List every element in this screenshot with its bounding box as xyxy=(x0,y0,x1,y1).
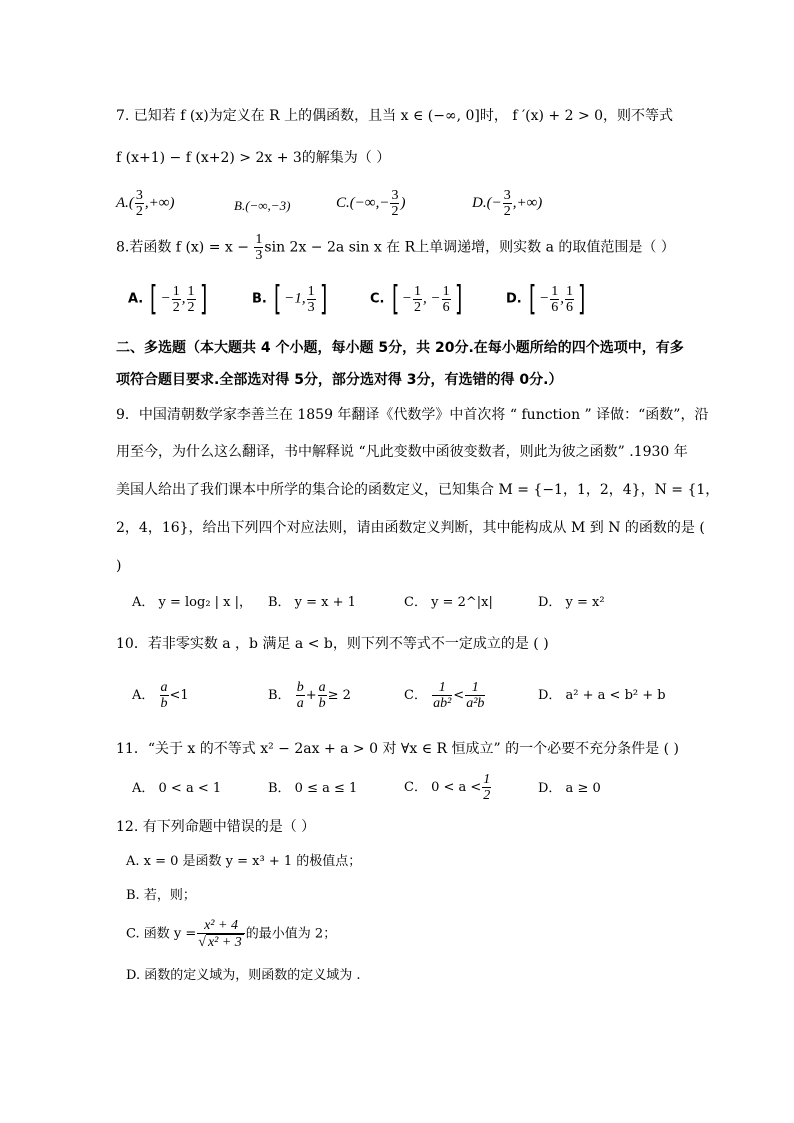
q12-stem: 12. 有下列命题中错误的是（ ） xyxy=(116,819,316,835)
q12-option-c: C. 函数 y = $\frac{\text{x² + 4}}{\text{√ x² + 3}}$ 的最小值为 2； xyxy=(126,918,337,950)
q7-option-c: C.(−∞,− $\frac{3}{2}$ ) xyxy=(336,188,406,219)
q9-option-d: D． y = x² xyxy=(538,595,605,610)
q9-line3: 美国人给出了我们课本中所学的集合论的函数定义，已知集合 M = {−1，1，2，4}，N = {1， xyxy=(116,482,720,498)
q12-option-a: A. x = 0 是函数 y = x³ + 1 的极值点； xyxy=(126,854,362,869)
section2-heading-line2: 项符合题目要求.全部选对得 5分，部分选对得 3分，有选错的得 0分.） xyxy=(116,372,563,388)
q10-option-d: D． a² + a < b² + b xyxy=(538,688,666,703)
q9-line5: ) xyxy=(116,558,122,574)
q7-option-a: A.( $\frac{3}{2}$ ,+∞) xyxy=(116,188,175,219)
q8-option-d: D. [ − $\frac{1}{6}$ , $\frac{1}{6}$ ] xyxy=(506,279,586,319)
q8-option-a: A. [ − $\frac{1}{2}$ , $\frac{1}{2}$ ] xyxy=(128,279,207,319)
q9-line2: 用至今，为什么这么翻译，书中解释说 “凡此变数中函彼变数者，则此为彼之函数” .1930 年 xyxy=(116,444,688,460)
q11-option-d: D． a ≥ 0 xyxy=(538,781,601,796)
q8-stem: 8.若函数 f (x) = x − $\frac{1}{3}$ sin 2x − 2a sin x 在 R上单调递增，则实数 a 的取值范围是（ ） xyxy=(116,232,675,263)
q11-stem: 11．“关于 x 的不等式 x² − 2ax + a > 0 对 ∀x ∈ R 恒成立” 的一个必要不充分条件是 ( ) xyxy=(116,741,679,757)
q9-option-b: B． y = x + 1 xyxy=(268,595,356,610)
q10-stem: 10．若非零实数 a ，b 满足 a < b，则下列不等式不一定成立的是 ( ) xyxy=(116,636,549,652)
q7-option-d: D.(− $\frac{3}{2}$ ,+∞) xyxy=(472,188,543,219)
q9-line4: 2，4，16}，给出下列四个对应法则，请由函数定义判断，其中能构成从 M 到 N 的函数的是 ( xyxy=(116,520,705,536)
q7-line2: f (x+1) − f (x+2) > 2x + 3的解集为（ ） xyxy=(116,150,391,166)
q12-option-d: D. 函数的定义域为，则函数的定义域为 . xyxy=(126,968,361,983)
q11-option-c: C． 0 < a < $\frac{1}{2}$ xyxy=(404,772,491,803)
q8-option-b: B. [ −1, $\frac{1}{3}$ ] xyxy=(252,279,327,319)
q10-option-b: B． $\frac{b}{a}$ + $\frac{a}{b}$ ≥ 2 xyxy=(268,680,351,711)
q9-option-a: A． y = log₂ | x |， xyxy=(132,595,253,610)
q7-line1: 7. 已知若 f (x)为定义在 R 上的偶函数，且当 x ∈ (−∞, 0]时， f ′(x) + 2 > 0，则不等式 xyxy=(116,108,674,124)
q7-option-b: B.(−∞,−3) xyxy=(234,198,291,213)
q10-option-a: A． $\frac{a}{b}$ <1 xyxy=(132,680,189,711)
q12-option-b: B. 若，则； xyxy=(126,888,196,903)
q10-option-c: C． $\frac{1}{\text{ab²}}$ < $\frac{1}{\text{a²b}}$ xyxy=(404,680,485,711)
q9-option-c: C． y = 2^|x| xyxy=(404,595,493,610)
q8-option-c: C. [ − $\frac{1}{2}$ , − $\frac{1}{6}$ ] xyxy=(370,279,462,319)
q11-option-b: B． 0 ≤ a ≤ 1 xyxy=(268,781,358,796)
q9-line1: 9．中国清朝数学家李善兰在 1859 年翻译《代数学》中首次将 “ function ” 译做：“函数”，沿 xyxy=(116,407,709,423)
section2-heading-line1: 二、多选题（本大题共 4 个小题，每小题 5分，共 20分.在每小题所给的四个选项中，有多 xyxy=(116,340,684,356)
q11-option-a: A． 0 < a < 1 xyxy=(132,781,222,796)
